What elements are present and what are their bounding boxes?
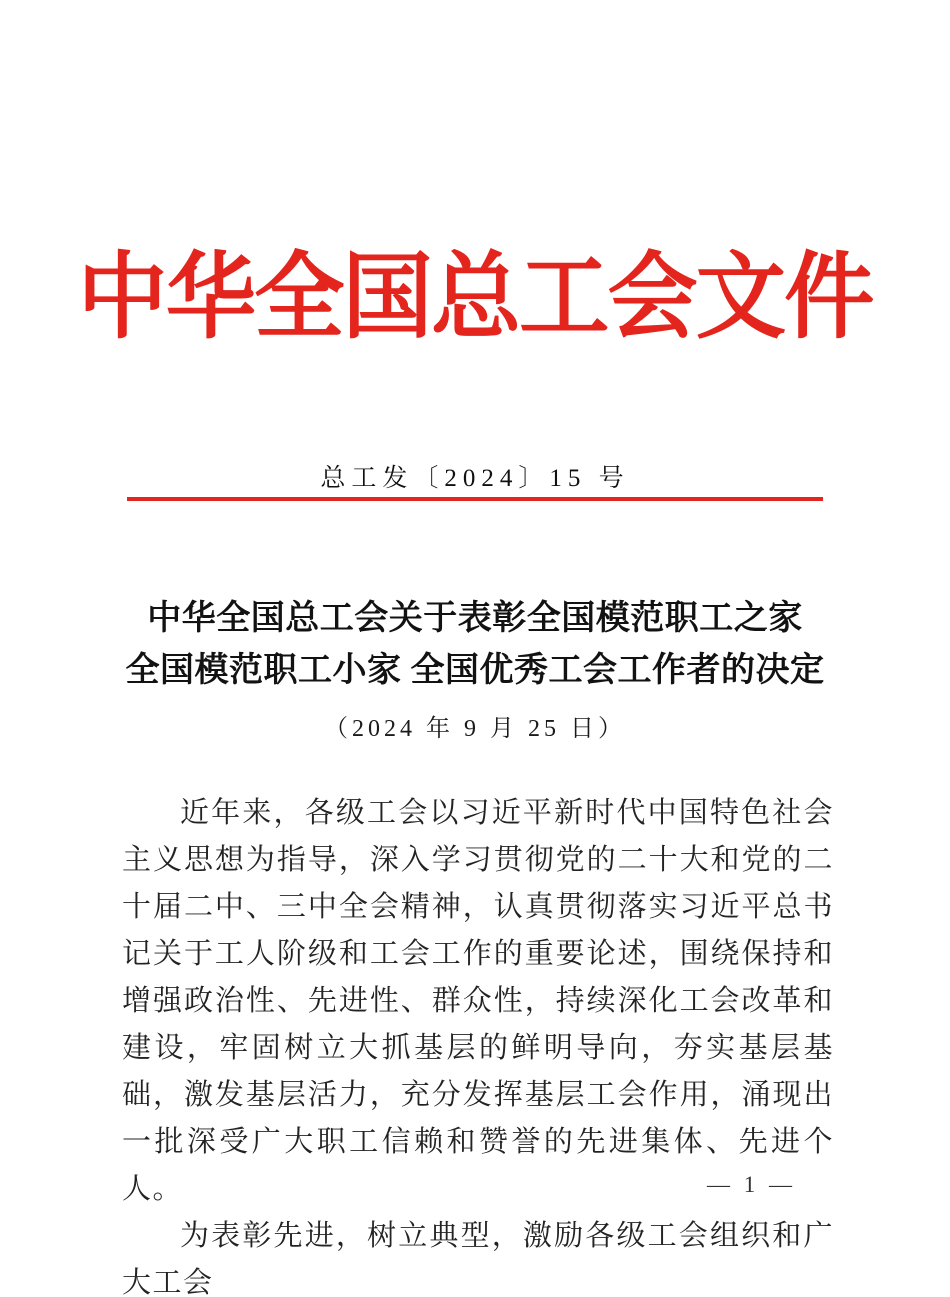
page-number: — 1 — [707,1172,796,1197]
document-title-line1: 中华全国总工会关于表彰全国模范职工之家 [147,600,803,637]
document-title [60,593,890,697]
body-paragraph: 为表彰先进，树立典型，激励各级工会组织和广大工会 [122,1220,834,1297]
doc-number: 总工发〔2024〕15 号 [320,465,630,492]
banner-title: 中华全国总工会文件 [77,246,873,350]
document-body [122,790,834,1297]
red-divider [127,497,823,501]
body-paragraph: 近年来，各级工会以习近平新时代中国特色社会主义思想为指导，深入学习贯彻党的二十大和党的二十届二中、三中全会精神，认真贯彻落实习近平总书记关于工人阶级和工会工作的重要论述，围绕保持和增强政治性、先进性、群众性，持续深化工会改革和建设，牢固树立大抓基层的鲜明导向，夯实基层基础，激发基层活力，充分发挥基层工会作用，涌现出一批深受广大职工信赖和赞誉的先进集体、先进个人。 [122,797,834,1205]
document-date: （2024 年 9 月 25 日） [324,716,626,742]
document-title-line2: 全国模范职工小家 全国优秀工会工作者的决定 [125,652,825,689]
